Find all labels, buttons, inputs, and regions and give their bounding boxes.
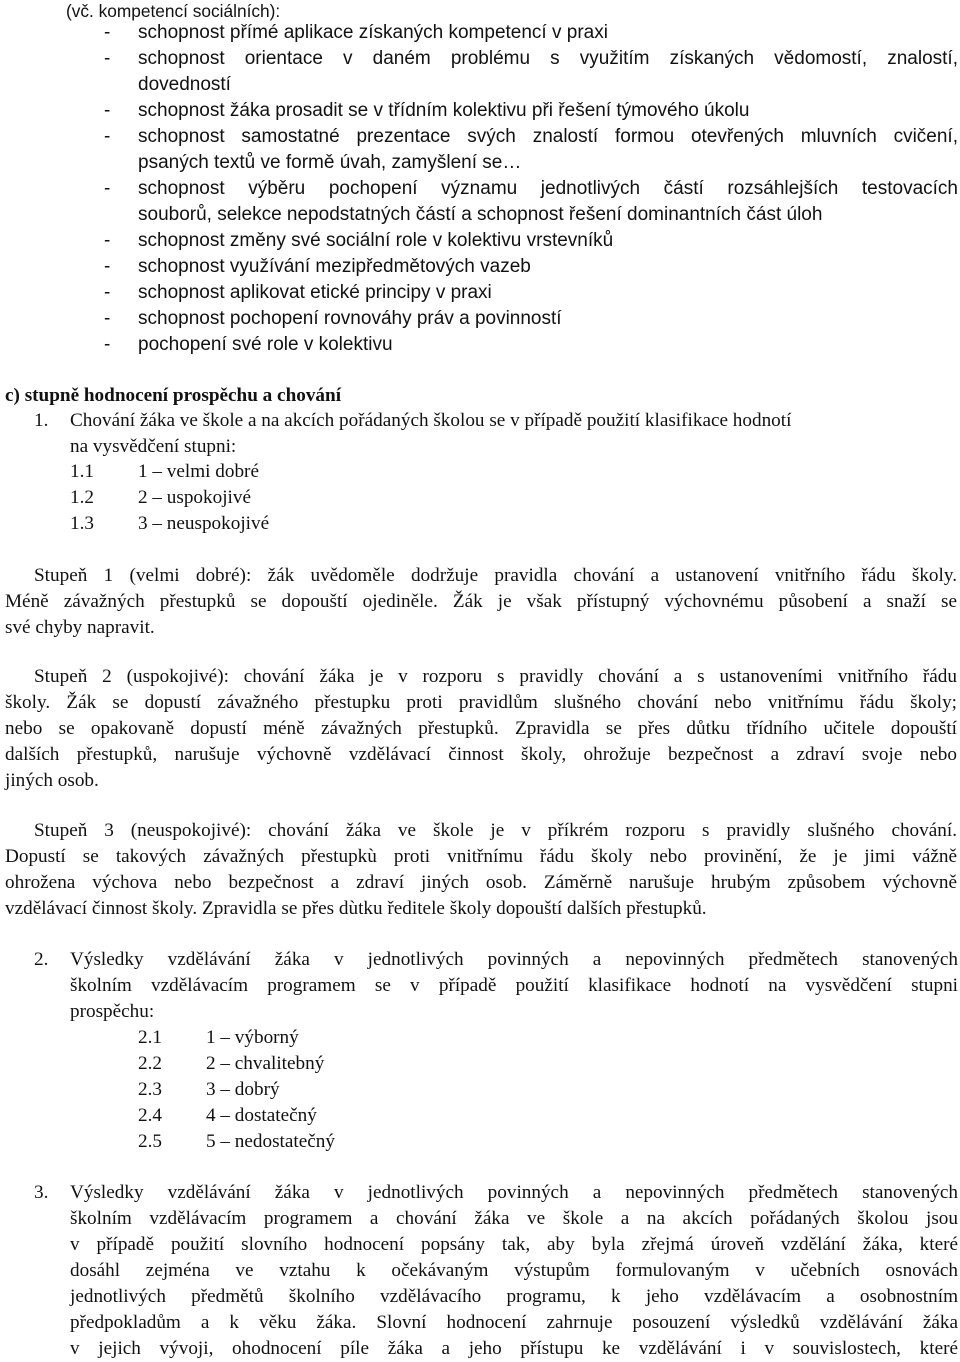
paragraph-line: ohrožena výchova nebo bezpečnost a zdraví jiných osob. Záměrně narušuje hrubým způsobem výchovně — [5, 872, 957, 893]
numbered-item-3 — [34, 1180, 958, 1362]
bullet-text: schopnost výběru pochopení významu jednotlivých částí rozsáhlejších testovacích — [138, 178, 958, 199]
section-heading: c) stupně hodnocení prospěchu a chování — [5, 385, 342, 406]
grade-label: 5 – nedostatečný — [206, 1131, 335, 1152]
item-number: 2. — [34, 949, 49, 970]
paragraph-line: Stupeň 1 (velmi dobré): žák uvědoměle dodržuje pravidla chování a ustanovení vnitřního řádu školy. — [34, 565, 957, 586]
grade-label: 3 – neuspokojivé — [138, 513, 270, 534]
paragraph-line: Stupeň 3 (neuspokojivé): chování žáka ve škole je v příkrém rozporu s pravidly slušného chování. — [34, 820, 957, 841]
item-number: 3. — [34, 1182, 49, 1203]
grade-label: 2 – uspokojivé — [138, 487, 251, 508]
item-line: prospěchu: — [70, 1001, 155, 1022]
grade-number: 2.5 — [138, 1131, 162, 1152]
item-line: školním vzdělávacím programem se v případě použití klasifikace hodnotí na vysvědčení stupni — [70, 975, 958, 996]
paragraph-line: dalších přestupků, narušuje výchovně vzdělávací činnost školy, ohrožuje bezpečnost a zdraví svoje nebo — [5, 744, 957, 765]
item-line: dosáhl zejména ve vztahu k očekávaným výstupům formulovaným v učebních osnovách — [70, 1260, 958, 1281]
bullet-dash: - — [104, 48, 111, 69]
bullet-text-cont: souborů, selekce nepodstatných částí a schopnost řešení dominantních část úloh — [138, 204, 823, 225]
bullet-dash: - — [104, 126, 111, 147]
grade-label: 4 – dostatečný — [206, 1105, 317, 1126]
item-line: předpokladům a k věku žáka. Slovní hodnocení zahrnuje posouzení výsledků vzdělávání žáka — [70, 1312, 958, 1333]
bullet-text: schopnost aplikovat etické principy v praxi — [138, 282, 492, 303]
item-line: v případě použití slovního hodnocení popsány tak, aby byla zřejmá úroveň vzdělání žáka, které — [70, 1234, 958, 1255]
grade-label: 3 – dobrý — [206, 1079, 280, 1100]
bullet-text: schopnost přímé aplikace získaných kompetencí v praxi — [138, 22, 608, 43]
bullet-text-cont: dovedností — [138, 74, 231, 95]
intro-line: (vč. kompetencí sociálních): — [66, 1, 281, 21]
grade-label: 1 – výborný — [206, 1027, 299, 1048]
grade-number: 2.2 — [138, 1053, 162, 1074]
grade-number: 2.1 — [138, 1027, 162, 1048]
grade-number: 1.3 — [70, 513, 94, 534]
grade-label: 1 – velmi dobré — [138, 461, 259, 482]
item-line: v jejich vývoji, ohodnocení píle žáka a jeho přístupu ke vzdělávání i v souvislostech, které — [70, 1338, 958, 1359]
item-line: Výsledky vzdělávání žáka v jednotlivých povinných a nepovinných předmětech stanovených — [70, 949, 958, 970]
numbered-item-1 — [34, 408, 960, 460]
paragraph-line: Stupeň 2 (uspokojivé): chování žáka je v rozporu s pravidly chování a s ustanoveními vnitřního řádu — [34, 666, 957, 687]
bullet-dash: - — [104, 230, 111, 251]
paragraph-line: školy. Žák se dopustí závažného přestupku proti pravidlům slušného chování nebo vnitřnímu řádu školy; — [5, 692, 957, 713]
bullet-text: schopnost změny své sociální role v kolektivu vrstevníků — [138, 230, 614, 251]
paragraph-line: Méně závažných přestupků se dopouští ojediněle. Žák je však přístupný výchovnému působení a snaží se — [5, 591, 957, 612]
grade-number: 2.3 — [138, 1079, 162, 1100]
bullet-dash: - — [104, 256, 111, 277]
grade-number: 1.1 — [70, 461, 94, 482]
numbered-item-2 — [34, 947, 958, 1025]
bullet-item — [104, 124, 958, 176]
bullet-text: schopnost žáka prosadit se v třídním kolektivu při řešení týmového úkolu — [138, 100, 750, 121]
bullet-item — [104, 46, 958, 98]
bullet-item — [104, 176, 958, 228]
bullet-text: schopnost pochopení rovnováhy práv a povinností — [138, 308, 562, 329]
item-line: jednotlivých předmětů školního vzdělávacího programu, k jeho vzdělávacím a osobnostním — [70, 1286, 958, 1307]
item-number: 1. — [34, 410, 49, 431]
paragraph-line: nebo se opakovaně dopustí méně závažných přestupků. Zpravidla se přes důtku třídního učitele dopouští — [5, 718, 957, 739]
bullet-dash: - — [104, 100, 111, 121]
paragraph-stupen-2 — [5, 664, 957, 794]
item-line: Chování žáka ve škole a na akcích pořádaných školou se v případě použití klasifikace hodnotí — [70, 410, 792, 431]
grade-number: 2.4 — [138, 1105, 162, 1126]
paragraph-line: jiných osob. — [5, 770, 99, 791]
bullet-text: schopnost využívání mezipředmětových vazeb — [138, 256, 531, 277]
bullet-dash: - — [104, 282, 111, 303]
paragraph-line: vzdělávací činnost školy. Zpravidla se přes dùtku ředitele školy dopouští dalších přestupků. — [5, 898, 707, 919]
bullet-text: schopnost orientace v daném problému s využitím získaných vědomostí, znalostí, — [138, 48, 958, 69]
bullet-text-cont: psaných textů ve formě úvah, zamyšlení se… — [138, 152, 522, 173]
bullet-dash: - — [104, 22, 111, 43]
grade-label: 2 – chvalitebný — [206, 1053, 325, 1074]
paragraph-line: své chyby napravit. — [5, 617, 155, 638]
bullet-text: pochopení své role v kolektivu — [138, 334, 393, 355]
paragraph-line: Dopustí se takových závažných přestupkù proti vnitřnímu řádu školy nebo provinění, že je jimi vážně — [5, 846, 957, 867]
grade-number: 1.2 — [70, 487, 94, 508]
bullet-text: schopnost samostatné prezentace svých znalostí formou otevřených mluvních cvičení, — [138, 126, 958, 147]
item-line: Výsledky vzdělávání žáka v jednotlivých povinných a nepovinných předmětech stanovených — [70, 1182, 958, 1203]
paragraph-stupen-1 — [5, 563, 957, 641]
bullet-dash: - — [104, 308, 111, 329]
bullet-dash: - — [104, 178, 111, 199]
item-line: na vysvědčení stupni: — [70, 436, 237, 457]
paragraph-stupen-3 — [5, 818, 957, 922]
bullet-dash: - — [104, 334, 111, 355]
item-line: školním vzdělávacím programem a chování žáka ve škole a na akcích pořádaných školou jsou — [70, 1208, 958, 1229]
